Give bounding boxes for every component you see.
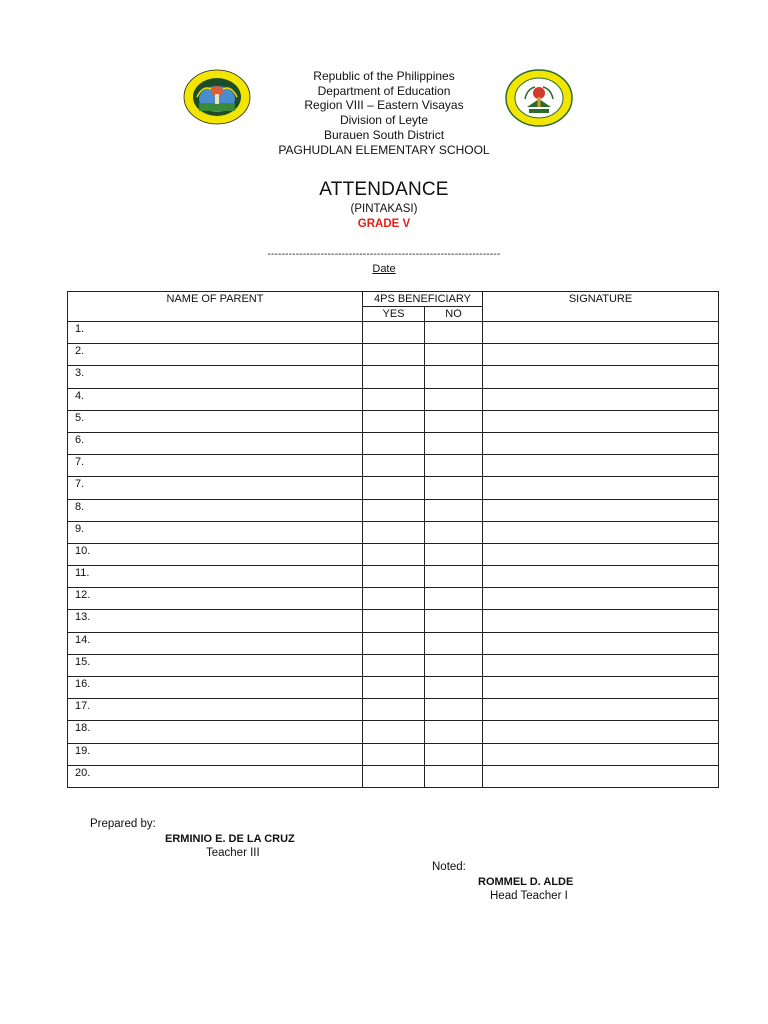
prepared-by-name: ERMINIO E. DE LA CRUZ: [165, 833, 295, 845]
signature-cell[interactable]: [483, 322, 719, 344]
header-line-division: Division of Leyte: [339, 113, 429, 128]
yes-cell[interactable]: [363, 765, 425, 787]
table-row: [68, 721, 719, 743]
table-row: [68, 654, 719, 676]
table-row: [68, 610, 719, 632]
signature-cell[interactable]: [483, 677, 719, 699]
signature-cell[interactable]: [483, 366, 719, 388]
table-row: [68, 499, 719, 521]
yes-cell[interactable]: [363, 654, 425, 676]
no-cell[interactable]: [425, 566, 483, 588]
table-row: [68, 388, 719, 410]
col-header-4ps-beneficiary: 4PS BENEFICIARY: [363, 292, 483, 307]
yes-cell[interactable]: [363, 610, 425, 632]
row-number: 12.: [68, 588, 363, 610]
no-cell[interactable]: [425, 588, 483, 610]
no-cell[interactable]: [425, 388, 483, 410]
header-line-region: Region VIII – Eastern Visayas: [304, 98, 464, 113]
yes-cell[interactable]: [363, 521, 425, 543]
table-row: [68, 322, 719, 344]
noted-label: Noted:: [432, 861, 466, 873]
no-cell[interactable]: [425, 699, 483, 721]
yes-cell[interactable]: [363, 344, 425, 366]
no-cell[interactable]: [425, 344, 483, 366]
document-subtitle: (PINTAKASI): [350, 203, 418, 215]
table-row: [68, 543, 719, 565]
signature-cell[interactable]: [483, 432, 719, 454]
row-number: 2.: [68, 344, 363, 366]
signature-cell[interactable]: [483, 477, 719, 499]
yes-cell[interactable]: [363, 366, 425, 388]
table-row: [68, 455, 719, 477]
signature-cell[interactable]: [483, 588, 719, 610]
header-line-school: PAGHUDLAN ELEMENTARY SCHOOL: [278, 142, 490, 157]
yes-cell[interactable]: [363, 743, 425, 765]
signature-cell[interactable]: [483, 743, 719, 765]
grade-label: GRADE V: [357, 218, 411, 230]
yes-cell[interactable]: [363, 632, 425, 654]
row-number: 7.: [68, 455, 363, 477]
yes-cell[interactable]: [363, 699, 425, 721]
signature-cell[interactable]: [483, 654, 719, 676]
no-cell[interactable]: [425, 543, 483, 565]
yes-cell[interactable]: [363, 455, 425, 477]
signature-cell[interactable]: [483, 543, 719, 565]
date-label: Date: [372, 263, 396, 275]
table-row: [68, 677, 719, 699]
no-cell[interactable]: [425, 632, 483, 654]
no-cell[interactable]: [425, 432, 483, 454]
col-header-yes: YES: [363, 307, 425, 322]
no-cell[interactable]: [425, 499, 483, 521]
no-cell[interactable]: [425, 654, 483, 676]
row-number: 8.: [68, 499, 363, 521]
table-row: [68, 366, 719, 388]
signature-cell[interactable]: [483, 521, 719, 543]
prepared-by-title: Teacher III: [206, 847, 260, 859]
row-number: 6.: [68, 432, 363, 454]
signature-cell[interactable]: [483, 721, 719, 743]
col-header-signature: SIGNATURE: [483, 292, 719, 322]
signature-cell[interactable]: [483, 610, 719, 632]
row-number: 20.: [68, 765, 363, 787]
no-cell[interactable]: [425, 610, 483, 632]
row-number: 3.: [68, 366, 363, 388]
date-blank-line: ------------------------------------------------------------------: [267, 249, 501, 260]
row-number: 17.: [68, 699, 363, 721]
table-row: [68, 344, 719, 366]
no-cell[interactable]: [425, 521, 483, 543]
row-number: 16.: [68, 677, 363, 699]
no-cell[interactable]: [425, 455, 483, 477]
signature-cell[interactable]: [483, 388, 719, 410]
yes-cell[interactable]: [363, 410, 425, 432]
table-row: [68, 588, 719, 610]
yes-cell[interactable]: [363, 721, 425, 743]
yes-cell[interactable]: [363, 588, 425, 610]
row-number: 14.: [68, 632, 363, 654]
row-number: 10.: [68, 543, 363, 565]
table-row: [68, 699, 719, 721]
no-cell[interactable]: [425, 721, 483, 743]
no-cell[interactable]: [425, 477, 483, 499]
letterhead: [0, 69, 768, 157]
col-header-no: NO: [425, 307, 483, 322]
yes-cell[interactable]: [363, 322, 425, 344]
header-line-department: Department of Education: [317, 83, 451, 98]
signature-cell[interactable]: [483, 699, 719, 721]
yes-cell[interactable]: [363, 499, 425, 521]
no-cell[interactable]: [425, 677, 483, 699]
row-number: 4.: [68, 388, 363, 410]
document-title: ATTENDANCE: [319, 179, 449, 200]
table-row: [68, 477, 719, 499]
row-number: 19.: [68, 743, 363, 765]
yes-cell[interactable]: [363, 543, 425, 565]
table-row: [68, 743, 719, 765]
col-header-name-of-parent: NAME OF PARENT: [68, 292, 363, 322]
signature-cell[interactable]: [483, 455, 719, 477]
row-number: 11.: [68, 566, 363, 588]
table-row: [68, 765, 719, 787]
no-cell[interactable]: [425, 765, 483, 787]
noted-name: ROMMEL D. ALDE: [478, 876, 574, 888]
no-cell[interactable]: [425, 410, 483, 432]
signature-cell[interactable]: [483, 632, 719, 654]
table-row: [68, 632, 719, 654]
row-number: 5.: [68, 410, 363, 432]
row-number: 18.: [68, 721, 363, 743]
row-number: 9.: [68, 521, 363, 543]
yes-cell[interactable]: [363, 388, 425, 410]
signature-cell[interactable]: [483, 499, 719, 521]
signature-cell[interactable]: [483, 765, 719, 787]
table-row: [68, 566, 719, 588]
yes-cell[interactable]: [363, 432, 425, 454]
row-number: 1.: [68, 322, 363, 344]
row-number: 13.: [68, 610, 363, 632]
signature-cell[interactable]: [483, 566, 719, 588]
noted-title: Head Teacher I: [490, 890, 568, 902]
row-number: 15.: [68, 654, 363, 676]
table-row: [68, 410, 719, 432]
attendance-table: [67, 291, 719, 788]
yes-cell[interactable]: [363, 477, 425, 499]
table-row: [68, 521, 719, 543]
yes-cell[interactable]: [363, 677, 425, 699]
header-line-district: Burauen South District: [323, 127, 445, 142]
yes-cell[interactable]: [363, 566, 425, 588]
no-cell[interactable]: [425, 743, 483, 765]
row-number: 7.: [68, 477, 363, 499]
signature-cell[interactable]: [483, 410, 719, 432]
table-row: [68, 432, 719, 454]
prepared-by-label: Prepared by:: [90, 818, 156, 830]
no-cell[interactable]: [425, 322, 483, 344]
signature-cell[interactable]: [483, 344, 719, 366]
no-cell[interactable]: [425, 366, 483, 388]
header-line-republic: Republic of the Philippines: [313, 69, 455, 83]
